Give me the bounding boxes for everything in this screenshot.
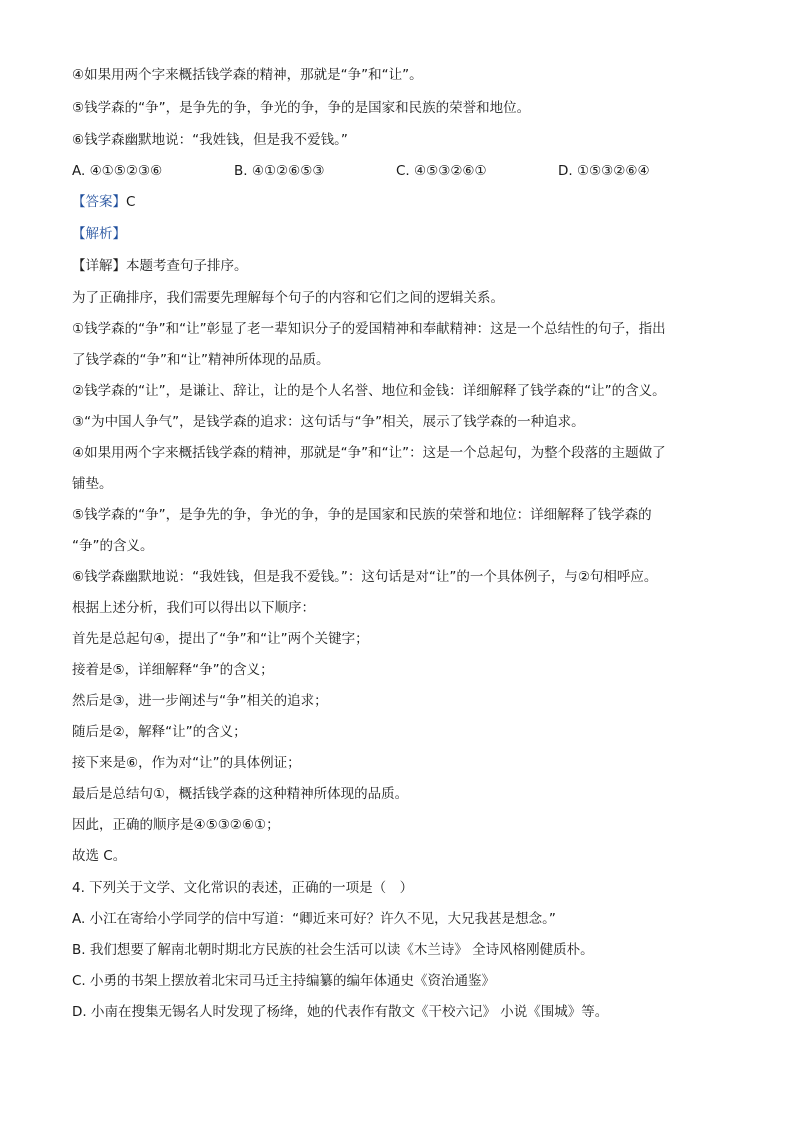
answer-tag: 【答案】 [72, 194, 126, 210]
body-line: 了钱学森的“争”和“让”精神所体现的品质。 [72, 352, 330, 368]
body-line: 因此，正确的顺序是④⑤③②⑥①； [72, 817, 280, 833]
sentence-5: ⑤钱学森的“争”，是争先的争，争光的争，争的是国家和民族的荣誉和地位。 [72, 100, 531, 116]
option-d: D. ①⑤③②⑥④ [558, 163, 650, 179]
answer-options [72, 161, 734, 181]
option-a: A. ④①⑤②③⑥ [72, 163, 163, 179]
body-line: ⑥钱学森幽默地说：“我姓钱，但是我不爱钱。”：这句话是对“让”的一个具体例子，与②句相呼应。 [72, 569, 658, 585]
answer-value: C [126, 194, 136, 210]
question-4-option-a: A. 小江在寄给小学同学的信中写道：“卿近来可好？许久不见，大兄我甚是想念。” [72, 911, 556, 927]
body-line: 首先是总起句④，提出了“争”和“让”两个关键字； [72, 631, 369, 647]
detail-tag: 【详解】 [72, 258, 126, 274]
body-line: 接着是⑤，详细解释“争”的含义； [72, 662, 274, 678]
body-line: ④如果用两个字来概括钱学森的精神，那就是“争”和“让”：这是一个总起句，为整个段落的主题做了 [72, 445, 666, 461]
body-line: ③“为中国人争气”，是钱学森的追求：这句话与“争”相关，展示了钱学森的一种追求。 [72, 414, 585, 430]
body-line: ⑤钱学森的“争”，是争先的争，争光的争，争的是国家和民族的荣誉和地位：详细解释了钱学森的 [72, 507, 652, 523]
question-4-option-d: D. 小南在搜集无锡名人时发现了杨绛，她的代表作有散文《干校六记》 小说《围城》等。 [72, 1004, 609, 1020]
option-c: C. ④⑤③②⑥① [396, 163, 487, 179]
body-line: 故选 C。 [72, 848, 127, 864]
detail-line [72, 256, 734, 276]
question-4-option-b: B. 我们想要了解南北朝时期北方民族的社会生活可以读《木兰诗》 全诗风格刚健质朴。 [72, 942, 594, 958]
body-line: ①钱学森的“争”和“让”彰显了老一辈知识分子的爱国精神和奉献精神：这是一个总结性的句子，指出 [72, 321, 666, 337]
body-line: 接下来是⑥，作为对“让”的具体例证； [72, 755, 301, 771]
question-4-stem: 4. 下列关于文学、文化常识的表述，正确的一项是（ ） [72, 880, 414, 896]
detail-text: 本题考查句子排序。 [126, 258, 248, 274]
question-4-option-c: C. 小勇的书架上摆放着北宋司马迁主持编纂的编年体通史《资治通鉴》 [72, 973, 496, 989]
analysis-tag: 【解析】 [72, 226, 126, 242]
sentence-4: ④如果用两个字来概括钱学森的精神，那就是“争”和“让”。 [72, 67, 423, 83]
body-line: 然后是③，进一步阐述与“争”相关的追求； [72, 693, 328, 709]
body-line: 为了正确排序，我们需要先理解每个句子的内容和它们之间的逻辑关系。 [72, 290, 504, 306]
body-line: “争”的含义。 [72, 538, 154, 554]
body-line: 根据上述分析，我们可以得出以下顺序： [72, 600, 315, 616]
sentence-6: ⑥钱学森幽默地说：“我姓钱，但是我不爱钱。” [72, 132, 348, 148]
body-line: 最后是总结句①，概括钱学森的这种精神所体现的品质。 [72, 786, 409, 802]
body-line: 随后是②，解释“让”的含义； [72, 724, 247, 740]
answer-line [72, 192, 734, 212]
analysis-line [72, 224, 734, 244]
body-line: 铺垫。 [72, 476, 113, 492]
option-b: B. ④①②⑥⑤③ [234, 163, 325, 179]
body-line: ②钱学森的“让”，是谦让、辞让，让的是个人名誉、地位和金钱：详细解释了钱学森的“让”的含义。 [72, 383, 666, 399]
